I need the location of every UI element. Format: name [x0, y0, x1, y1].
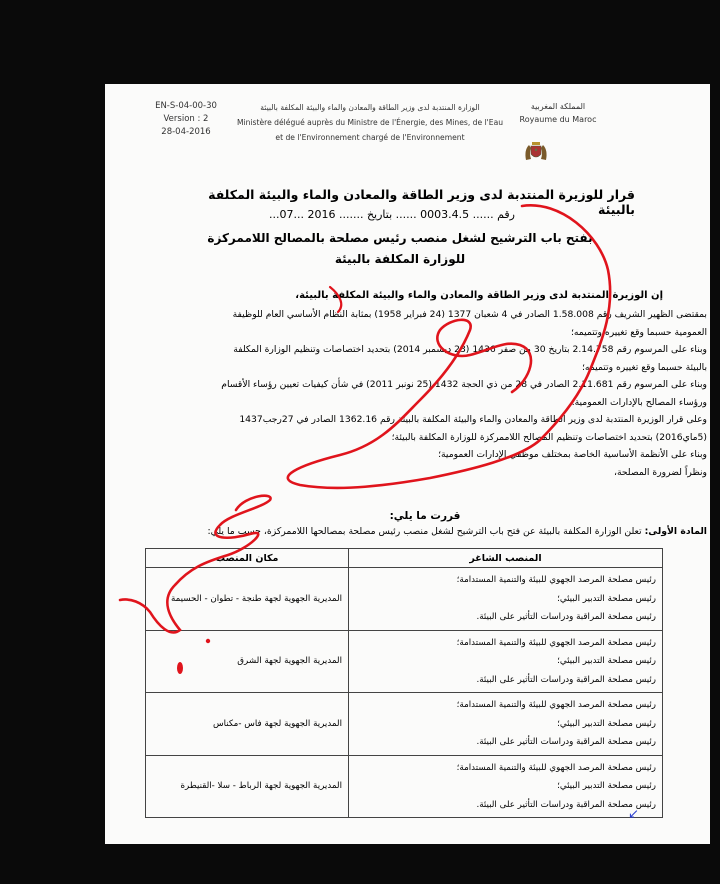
document-page	[105, 84, 710, 844]
post-item: رئيس مصلحة المرصد الجهوي للبيئة والتنمية المستدامة؛	[456, 762, 656, 773]
kingdom-name-fr: Royaume du Maroc	[519, 115, 597, 124]
col-header-post: المنصب الشاغر	[349, 549, 663, 568]
table-row	[146, 630, 663, 693]
table-row	[146, 693, 663, 756]
preamble-line: وبناء على المرسوم رقم 2.11.681 الصادر في 28 من ذي الحجة 1432 (25 نونبر 2011) في شأن كيفيات تعيين رؤساء الأقسام	[221, 379, 707, 390]
preamble-line: العمومية حسبما وقع تغييره وتتميمه؛	[570, 326, 707, 338]
article-text: تعلن الوزارة المكلفة بالبيئة عن فتح باب الترشيح لشغل منصب رئيس مصلحة بمصالحها اللاممركزة، حسب ما يلي:	[207, 526, 645, 537]
posts-cell	[349, 755, 663, 818]
ministry-name-ar: الوزارة المنتدبة لدى وزير الطاقة والمعادن والماء والبيئة المكلفة بالبيئة	[260, 103, 480, 112]
post-item: رئيس مصلحة المراقبة ودراسات التأثير على البيئة.	[476, 737, 656, 747]
table-row	[146, 755, 663, 818]
preamble-line: (5ماي2016) بتحديد اختصاصات وتنظيم المصالح اللاممركزة للوزارة المكلفة بالبيئة؛	[391, 431, 707, 443]
posts-cell	[349, 630, 663, 693]
post-item: رئيس مصلحة المرصد الجهوي للبيئة والتنمية المستدامة؛	[456, 637, 656, 648]
decree-title: قرار للوزيرة المنتدبة لدى وزير الطاقة والمعادن والماء والبيئة المكلفة بالبيئة	[208, 187, 635, 217]
doc-date: 28-04-2016	[161, 127, 211, 137]
decree-intro: إن الوزيرة المنتدبة لدى وزير الطاقة والمعادن والماء والبيئة المكلفة بالبيئة،	[295, 290, 663, 301]
article-one	[145, 526, 707, 537]
preamble-list	[145, 306, 707, 481]
preamble-line: ورؤساء المصالح بالإدارات العمومية؛	[571, 396, 707, 408]
place-cell: المديرية الجهوية لجهة طنجة - تطوان - الحسيمة	[146, 568, 349, 631]
preamble-line: وعلى قرار الوزيرة المنتدبة لدى وزير الطاقة والمعادن والماء والبيئة المكلفة بالبيئة رقم 1362.16 الصادر في 27رجب1437	[239, 414, 707, 425]
table-row	[146, 568, 663, 631]
post-item: رئيس مصلحة التدبير البيئي؛	[557, 656, 656, 666]
doc-code: EN-S-04-00-30	[155, 101, 217, 111]
place-cell: المديرية الجهوية لجهة فاس -مكناس	[146, 693, 349, 756]
post-item: رئيس مصلحة المرصد الجهوي للبيئة والتنمية المستدامة؛	[456, 700, 656, 710]
preamble-line: وبناء على المرسوم رقم 2.14.758 بتاريخ 30 من صفر 1436 (23 ديسمبر 2014) بتحديد اختصاصات وتنظيم الوزارة المكلفة	[233, 344, 707, 355]
decree-subject-2: للوزارة المكلفة بالبيئة	[334, 252, 466, 266]
post-item: رئيس مصلحة المراقبة ودراسات التأثير على البيئة.	[476, 799, 656, 810]
post-item: رئيس مصلحة المراقبة ودراسات التأثير على البيئة.	[476, 612, 656, 622]
place-cell: المديرية الجهوية لجهة الشرق	[146, 630, 349, 693]
place-cell: المديرية الجهوية لجهة الرباط - سلا -القنيطرة	[146, 755, 349, 818]
decided-heading: قررت ما يلي:	[389, 510, 461, 522]
post-item: رئيس مصلحة التدبير البيئي؛	[557, 718, 656, 729]
posts-cell	[349, 568, 663, 631]
kingdom-header	[513, 100, 603, 126]
preamble-line: ونظراً لضرورة المصلحة،	[613, 466, 707, 478]
table-header-row	[146, 549, 663, 568]
post-item: رئيس مصلحة التدبير البيئي؛	[557, 593, 656, 604]
col-header-place: مكان المنصب	[146, 549, 349, 568]
article-label: المادة الأولى:	[644, 526, 707, 537]
ministry-name-fr-2: et de l'Environnement chargé de l'Environnement	[275, 133, 465, 142]
post-item: رئيس مصلحة التدبير البيئي؛	[557, 781, 656, 791]
coat-of-arms-icon	[523, 140, 549, 162]
kingdom-name-ar: المملكة المغربية	[530, 102, 586, 111]
ministry-name-fr-1: Ministère délégué auprès du Ministre de l'Énergie, des Mines, de l'Eau	[236, 118, 504, 127]
decree-reference: رقم ...... 0003.4.5 ...... بتاريخ ....... 2016 ...07...	[268, 208, 515, 221]
posts-cell	[349, 693, 663, 756]
post-item: رئيس مصلحة المراقبة ودراسات التأثير على البيئة.	[476, 674, 656, 685]
post-item: رئيس مصلحة المرصد الجهوي للبيئة والتنمية المستدامة؛	[456, 575, 656, 585]
vacancies-table	[145, 548, 663, 818]
arrow-icon: ↙	[628, 807, 639, 822]
preamble-line: وبناء على الأنظمة الأساسية الخاصة بمختلف موظفي الإدارات العمومية؛	[438, 449, 707, 460]
preamble-line: بمقتضى الظهير الشريف رقم 1.58.008 الصادر في 4 شعبان 1377 (24 فبراير 1958) بمثابة النظام الأساسي العام للوظيفة	[232, 309, 707, 320]
doc-version: Version : 2	[163, 114, 209, 124]
decree-subject: بفتح باب الترشيح لشغل منصب رئيس مصلحة بالمصالح اللاممركزة	[207, 231, 593, 245]
preamble-line: بالبيئة حسبما وقع تغييره وتتميمه؛	[582, 361, 707, 373]
ministry-header	[225, 100, 515, 145]
